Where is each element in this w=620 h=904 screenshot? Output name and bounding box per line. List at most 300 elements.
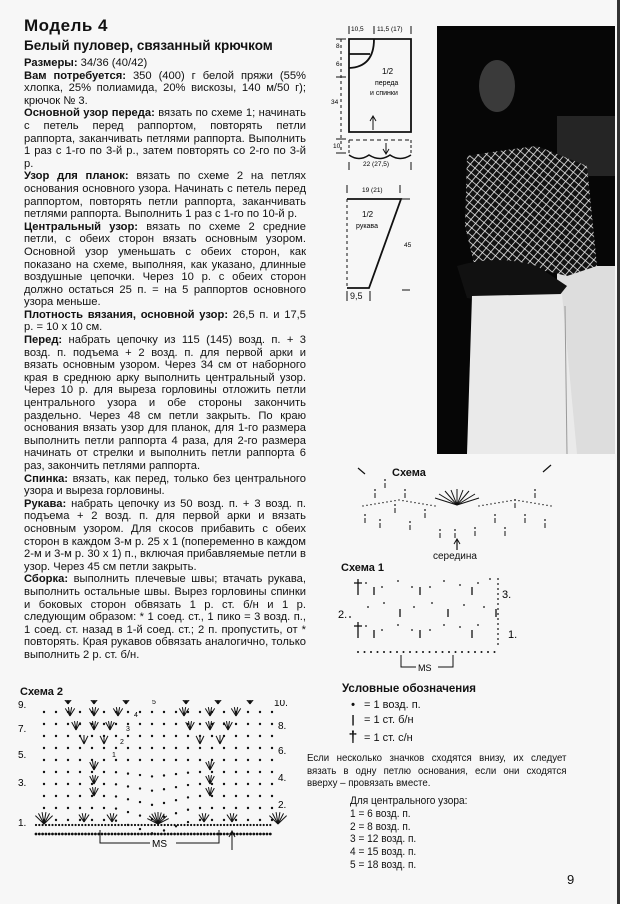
chain-stitch-mark [502, 501, 503, 502]
instruction-section [24, 221, 306, 309]
chain-stitch-mark [459, 584, 461, 586]
chain-stitch-mark [55, 824, 56, 825]
chain-stitch-mark [486, 504, 487, 505]
chain-stitch-mark [67, 807, 68, 808]
chain-stitch-mark [118, 833, 120, 835]
chain-stitch-mark [383, 602, 385, 604]
chain-stitch-mark [62, 824, 63, 825]
chain-stitch-mark [200, 824, 201, 825]
stitch-mark [216, 736, 220, 744]
chain-stitch-mark [366, 505, 367, 506]
chain-stitch-mark [151, 790, 152, 791]
chain-stitch-mark [45, 824, 46, 825]
chain-stitch-mark [211, 795, 212, 796]
chain-stitch-mark [98, 833, 100, 835]
chain-stitch-mark [139, 828, 140, 829]
chain-stitch-mark [180, 833, 182, 835]
chain-stitch-mark [497, 593, 499, 595]
schema2-diagram [14, 700, 304, 855]
page-number: 9 [567, 872, 575, 887]
chain-stitch-mark [55, 735, 56, 736]
chain-stitch-mark [370, 504, 371, 505]
chain-stitch-mark [489, 578, 491, 580]
chain-stitch-mark [550, 505, 551, 506]
chain-stitch-mark [151, 824, 152, 825]
chain-stitch-mark [227, 824, 228, 825]
schema2-row-4: 4. [278, 773, 287, 784]
chain-stitch-mark [430, 505, 431, 506]
chain-stitch-mark [43, 711, 44, 712]
chain-stitch-mark [43, 783, 44, 784]
chain-stitch-mark [416, 651, 418, 653]
chain-stitch-mark [81, 833, 83, 835]
chain-stitch-mark [482, 505, 483, 506]
chain-stitch-mark [220, 833, 222, 835]
chain-stitch-mark [175, 747, 176, 748]
chain-stitch-mark [497, 603, 499, 605]
chain-stitch-mark [151, 833, 152, 834]
chain-stitch-mark [236, 833, 238, 835]
chain-stitch-mark [204, 824, 205, 825]
chain-stitch-mark [163, 747, 164, 748]
stitch-mark [84, 736, 88, 744]
chain-stitch-mark [406, 501, 407, 502]
chain-stitch-mark [409, 521, 411, 523]
chain-stitch-mark [163, 711, 164, 712]
chain-stitch-mark [115, 820, 116, 821]
chain-stitch-mark [103, 759, 104, 760]
chain-stitch-mark [43, 723, 44, 724]
section-label: Плотность вязания, основной узор: [24, 308, 229, 321]
chain-stitch-mark [217, 824, 218, 825]
chain-stitch-mark [402, 500, 403, 501]
chain-stitch-mark [223, 833, 225, 835]
chain-stitch-mark [138, 824, 139, 825]
chain-stitch-mark [187, 809, 188, 810]
chain-stitch-mark [396, 651, 398, 653]
chain-stitch-mark [171, 824, 172, 825]
section-text: выполнить плечевые швы; втачать рукава, выполнить остальные швы. Вырез горловины спинки и боковых сторон обвязать 1 р. ст. б/н и 1 р. следующим образом: * 1 соед. ст., 1 пико = 3 возд. п., 1 соед. ст. назад в 1-й соед. ст.; 2 п. пропустить, от * повторять. Края рукавов обвязать аналогично, только выполнить 2 р. ст. б/н. [24, 573, 306, 661]
chain-stitch-mark [115, 772, 116, 773]
section-text: 26,5 п. и 17,5 р. = 10 х 10 см. [24, 308, 307, 334]
chain-stitch-mark [181, 824, 182, 825]
chain-stitch-mark [259, 759, 260, 760]
chain-stitch-mark [199, 807, 200, 808]
chain-stitch-mark [422, 651, 424, 653]
chain-stitch-mark [42, 824, 43, 825]
chain-stitch-mark [78, 833, 80, 835]
chain-stitch-mark [134, 833, 136, 835]
chain-stitch-mark [187, 759, 188, 760]
chain-stitch-mark [253, 833, 255, 835]
chain-stitch-mark [409, 651, 411, 653]
chain-stitch-mark [487, 651, 489, 653]
chain-stitch-mark [235, 783, 236, 784]
instruction-section [24, 107, 306, 170]
body-height-34: 34 [331, 99, 339, 106]
chain-stitch-mark [497, 618, 499, 620]
chain-stitch-mark [463, 604, 465, 606]
instruction-section [24, 573, 306, 661]
chain-stitch-mark [163, 723, 164, 724]
chain-stitch-mark [230, 824, 231, 825]
chain-stitch-mark [544, 519, 546, 521]
chain-stitch-mark [101, 833, 103, 835]
chain-stitch-mark [217, 833, 219, 835]
schema1-row-3: 3. [502, 589, 512, 601]
chain-stitch-mark [247, 735, 248, 736]
section-label: Вам потребуется: [24, 69, 126, 82]
schema1-row-2: 2. [338, 609, 348, 621]
chain-stitch-mark [211, 783, 212, 784]
chain-stitch-mark [256, 833, 258, 835]
chain-stitch-mark [139, 759, 140, 760]
chain-stitch-mark [127, 735, 128, 736]
chain-stitch-mark [139, 747, 140, 748]
chain-stitch-mark [103, 819, 104, 820]
chain-stitch-mark [175, 773, 176, 774]
central-item: 1 = 6 возд. п. [350, 807, 411, 820]
schema2-row-3: 3. [18, 778, 27, 789]
chain-stitch-mark [259, 819, 260, 820]
body-pattern-diagram [330, 22, 430, 177]
instruction-section [24, 498, 306, 574]
double-crochet-icon: † [348, 729, 358, 746]
chain-stitch-mark [199, 747, 200, 748]
chain-stitch-mark [223, 795, 224, 796]
chain-stitch-mark [187, 824, 188, 825]
chain-stitch-mark [497, 613, 499, 615]
chain-stitch-mark [247, 795, 248, 796]
chain-stitch-mark [497, 643, 499, 645]
chain-stitch-mark [271, 819, 272, 820]
chain-stitch-mark [163, 759, 164, 760]
chain-stitch-mark [35, 833, 37, 835]
instructions-column [24, 16, 306, 662]
chain-stitch-mark [191, 824, 192, 825]
chain-stitch-mark [115, 784, 116, 785]
chain-stitch-mark [394, 504, 396, 506]
chain-stitch-mark [271, 723, 272, 724]
chain-stitch-mark [158, 824, 159, 825]
chain-stitch-mark [235, 747, 236, 748]
chain-stitch-mark [79, 771, 80, 772]
chain-stitch-mark [211, 771, 212, 772]
section-text: вязать по схеме 2 средние петли, с обеих сторон вязать основным узором. Основной узор уменьшать с обеих сторон, как показано на схеме, выполняя, как указано, длинные воздушные цепочки. Через 10 р. с обеих сторон должно остаться 25 п. = на 5 раппортов основного узора меньше. [24, 220, 306, 309]
sleeve-height: 45 [404, 242, 412, 249]
chain-stitch-mark [115, 824, 116, 825]
chain-stitch-mark [67, 819, 68, 820]
chain-stitch-mark [197, 824, 198, 825]
chain-stitch-mark [271, 759, 272, 760]
chain-stitch-mark [454, 529, 456, 531]
chain-stitch-mark [257, 824, 258, 825]
chain-stitch-mark [103, 771, 104, 772]
chain-stitch-mark [174, 833, 176, 835]
chain-stitch-mark [92, 824, 93, 825]
section-label: Рукава: [24, 497, 67, 510]
chain-stitch-mark [187, 711, 188, 712]
chain-stitch-mark [210, 824, 211, 825]
instruction-section [24, 70, 306, 108]
chain-stitch-mark [38, 833, 40, 835]
stitch-mark [196, 736, 200, 744]
chain-stitch-mark [139, 801, 140, 802]
chain-stitch-mark [259, 711, 260, 712]
chain-stitch-mark [522, 501, 523, 502]
chain-stitch-mark [418, 503, 419, 504]
chain-stitch-mark [207, 824, 208, 825]
chain-stitch-mark [127, 759, 128, 760]
chain-stitch-mark [250, 833, 252, 835]
chain-stitch-mark [164, 833, 166, 835]
legend [342, 683, 592, 749]
chain-stitch-mark [199, 723, 200, 724]
chain-stitch-mark [211, 759, 212, 760]
chain-stitch-mark [114, 833, 116, 835]
chain-stitch-mark [105, 824, 106, 825]
chain-stitch-mark [161, 833, 163, 835]
chain-stitch-mark [235, 771, 236, 772]
chain-stitch-mark [214, 824, 215, 825]
chain-stitch-mark [175, 711, 176, 712]
chain-stitch-mark [504, 527, 506, 529]
instruction-section [24, 170, 306, 220]
chain-stitch-mark [211, 735, 212, 736]
chain-stitch-mark [103, 711, 104, 712]
chain-stitch-mark [104, 833, 106, 835]
chain-stitch-mark [497, 588, 499, 590]
chain-stitch-mark [111, 824, 112, 825]
page-subtitle: Белый пуловер, связанный крючком [24, 38, 273, 53]
chain-stitch-mark [79, 795, 80, 796]
chain-stitch-mark [397, 624, 399, 626]
chain-stitch-mark [79, 747, 80, 748]
chain-stitch-mark [243, 824, 244, 825]
chain-stitch-mark [43, 735, 44, 736]
chain-stitch-mark [91, 735, 92, 736]
stitch-mark [80, 736, 84, 744]
chain-stitch-mark [199, 711, 200, 712]
chain-stitch-mark [247, 711, 248, 712]
chain-stitch-mark [187, 833, 189, 835]
chain-stitch-mark [483, 606, 485, 608]
chain-stitch-mark [207, 833, 209, 835]
chain-stitch-mark [246, 833, 248, 835]
legend-item-dc [342, 727, 592, 749]
chain-stitch-mark [141, 833, 143, 835]
chain-stitch-mark [518, 500, 519, 501]
chain-stitch-mark [240, 833, 242, 835]
chain-stitch-mark [199, 759, 200, 760]
chain-stitch-mark [139, 815, 140, 816]
chain-stitch-mark [223, 711, 224, 712]
chain-stitch-mark [259, 771, 260, 772]
schema2-row-5: 5. [18, 750, 27, 761]
sleeve-width-top: 19 (21) [362, 187, 383, 194]
chain-stitch-mark [137, 833, 139, 835]
chain-stitch-mark [377, 651, 379, 653]
section-label: Спинка: [24, 472, 69, 485]
stitch-mark [104, 736, 108, 744]
chain-stitch-mark [187, 735, 188, 736]
chain-stitch-mark [187, 784, 188, 785]
chain-stitch-mark [271, 783, 272, 784]
chain-stitch-mark [247, 771, 248, 772]
chain-stitch-mark [170, 833, 172, 835]
chain-stitch-mark [349, 616, 351, 618]
chain-stitch-mark [55, 747, 56, 748]
chain-stitch-mark [259, 807, 260, 808]
chain-stitch-mark [118, 824, 119, 825]
central-item: 3 = 12 возд. п. [350, 833, 417, 846]
chain-stitch-mark [115, 796, 116, 797]
chain-stitch-mark [190, 833, 192, 835]
chain-stitch-mark [224, 824, 225, 825]
chain-stitch-mark [223, 819, 224, 820]
chain-stitch-mark [383, 651, 385, 653]
schema1-diagram [338, 575, 518, 680]
chain-stitch-mark [474, 527, 476, 529]
chain-stitch-mark [121, 833, 123, 835]
chain-stitch-mark [71, 833, 73, 835]
body-height-6: 6 [336, 61, 340, 68]
chain-stitch-mark [362, 505, 363, 506]
chain-stitch-mark [259, 795, 260, 796]
chain-stitch-mark [88, 824, 89, 825]
chain-stitch-mark [260, 833, 262, 835]
schema2-row-6: 6. [278, 746, 287, 757]
chain-stitch-mark [220, 824, 221, 825]
chain-stitch-mark [151, 723, 152, 724]
chain-stitch-mark [497, 628, 499, 630]
section-label: Размеры: [24, 57, 78, 69]
chain-stitch-mark [497, 578, 499, 580]
chain-stitch-mark [139, 735, 140, 736]
chain-stitch-mark [175, 759, 176, 760]
chain-stitch-mark [434, 505, 435, 506]
chain-stitch-mark [235, 795, 236, 796]
chain-stitch-mark [364, 651, 366, 653]
chain-stitch-mark [381, 586, 383, 588]
chain-stitch-mark [235, 819, 236, 820]
chain-stitch-mark [498, 502, 499, 503]
chain-stitch-mark [247, 783, 248, 784]
chain-stitch-mark [404, 489, 406, 491]
schema1-repeat-label: MS [418, 663, 432, 673]
chain-stitch-mark [439, 529, 441, 531]
instruction-section [24, 334, 306, 473]
chain-stitch-mark [442, 651, 444, 653]
schema2-row-9: 9. [18, 700, 27, 711]
chain-stitch-mark [398, 499, 399, 500]
chain-stitch-mark [55, 795, 56, 796]
chain-stitch-mark [127, 747, 128, 748]
chain-stitch-mark [103, 723, 104, 724]
chain-stitch-mark [103, 807, 104, 808]
chain-stitch-mark [91, 759, 92, 760]
chain-stitch-mark [490, 503, 491, 504]
chain-stitch-mark [147, 833, 149, 835]
schema1-row-1: 1. [508, 629, 518, 641]
chain-stitch-mark [477, 582, 479, 584]
chain-stitch-mark [414, 502, 415, 503]
stitch-mark [100, 736, 104, 744]
chain-stitch-mark [163, 775, 164, 776]
schema2-mark-1: 1 [112, 752, 116, 759]
chain-stitch-mark [494, 503, 495, 504]
chain-stitch-mark [431, 602, 433, 604]
chain-stitch-mark [243, 833, 245, 835]
chain-stitch-mark [269, 833, 271, 835]
chain-stitch-mark [55, 771, 56, 772]
chain-stitch-mark [55, 819, 56, 820]
chain-stitch-mark [79, 807, 80, 808]
chain-stitch-mark [367, 606, 369, 608]
chain-stitch-mark [55, 833, 57, 835]
section-text: набрать цепочку из 50 возд. п. + 3 возд. п. подъема + 2 возд. п. для первой арки и вязать основным узором. Для скосов прибавить с обеих сторон в каждом 3-м р. 25 х 1 (попеременно в каждом 2-м и 3-м р. 30 х 1) п., включая прибавляемые петли в узор. Через 45 см петли закрыть. [24, 497, 306, 573]
chain-stitch-mark [199, 795, 200, 796]
chain-stitch-mark [139, 788, 140, 789]
chain-stitch-mark [55, 783, 56, 784]
chain-stitch-mark [271, 771, 272, 772]
chain-stitch-mark [103, 795, 104, 796]
schema2-title: Схема 2 [20, 686, 64, 698]
chain-stitch-mark [497, 598, 499, 600]
chain-stitch-mark [72, 824, 73, 825]
chain-stitch-mark [115, 723, 116, 724]
chain-stitch-mark [91, 771, 92, 772]
chain-stitch-mark [263, 824, 264, 825]
chain-stitch-mark [151, 759, 152, 760]
chain-stitch-mark [67, 783, 68, 784]
chain-stitch-mark [429, 651, 431, 653]
chain-stitch-mark [542, 504, 543, 505]
chain-stitch-mark [390, 651, 392, 653]
chain-stitch-mark [175, 813, 176, 814]
chain-stitch-mark [127, 786, 128, 787]
chain-stitch-mark [211, 807, 212, 808]
chain-stitch-mark [235, 759, 236, 760]
chain-stitch-mark [174, 824, 175, 825]
chain-stitch-mark [546, 505, 547, 506]
chain-stitch-mark [139, 711, 140, 712]
chain-stitch-mark [200, 833, 202, 835]
chain-stitch-mark [235, 735, 236, 736]
section-text: вязать по схеме 1; начинать с петель перед раппортом, повторять петли раппорта, заканчивать петлями раппорта. Выполнить 1 раз с 1-го по 3-й р., затем повторять со 2-го по 3-й р. [24, 107, 306, 170]
chain-stitch-mark [394, 500, 395, 501]
chain-stitch-mark [443, 580, 445, 582]
chain-stitch-mark [424, 509, 426, 511]
chain-stitch-mark [151, 776, 152, 777]
chain-stitch-mark [88, 833, 90, 835]
page-title: Модель 4 [24, 16, 108, 35]
chain-stitch-mark [164, 824, 165, 825]
chain-stitch-mark [95, 833, 97, 835]
stitch-note: Если несколько значков сходятся внизу, их следует вязать в одну петлю основания, если они сходятся вверху – провязать вместе. [307, 752, 567, 789]
central-item: 5 = 18 возд. п. [350, 858, 417, 871]
chain-stitch-mark [101, 824, 102, 825]
chain-stitch-mark [477, 624, 479, 626]
chain-stitch-mark [422, 503, 423, 504]
chain-stitch-mark [448, 651, 450, 653]
chain-stitch-mark [411, 586, 413, 588]
chain-stitch-mark [478, 505, 479, 506]
chain-stitch-mark [187, 821, 188, 822]
chain-stitch-mark [199, 783, 200, 784]
central-pattern-title: Для центрального узора: [350, 795, 468, 807]
chain-stitch-mark [127, 799, 128, 800]
